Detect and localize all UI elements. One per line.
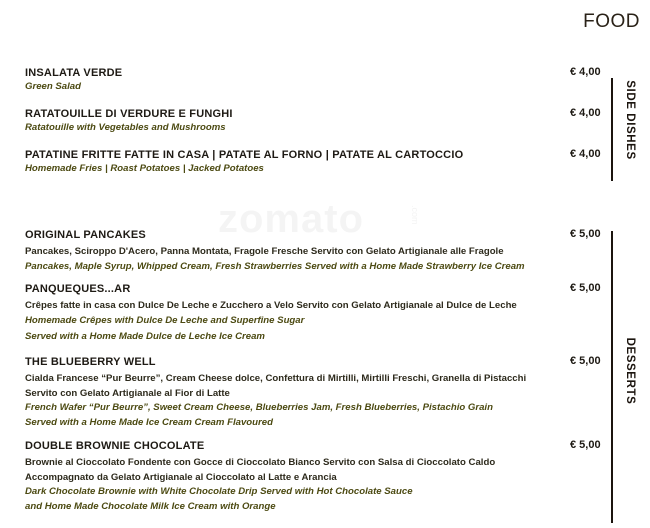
item-name: PATATINE FRITTE FATTE IN CASA | PATATE AL FORNO | PATATE AL CARTOCCIO	[25, 149, 464, 161]
menu-item	[25, 66, 615, 95]
item-description-en: Served with a Home Made Dulce de Leche Ice Cream	[25, 331, 265, 342]
item-price: € 5,00	[570, 228, 601, 240]
item-description-en: Dark Chocolate Brownie with White Chocolate Drip Served with Hot Chocolate Sauce	[25, 486, 413, 497]
menu-item	[25, 228, 615, 274]
item-description-it: Cialda Francese “Pur Beurre”, Cream Cheese dolce, Confettura di Mirtilli, Mirtilli Freschi, Granella di Pistacchi	[25, 373, 527, 384]
item-price: € 5,00	[570, 355, 601, 367]
item-description-it: Crêpes fatte in casa con Dulce De Leche e Zucchero a Velo Servito con Gelato Artigianale al Dulce de Leche	[25, 300, 517, 311]
item-description-en: Green Salad	[25, 81, 81, 92]
item-price: € 4,00	[570, 148, 601, 160]
item-name: PANQUEQUES...AR	[25, 283, 131, 295]
desserts-label: DESSERTS	[624, 337, 636, 405]
item-description-it: Pancakes, Sciroppo D'Acero, Panna Montata, Fragole Fresche Servito con Gelato Artigianale alle Fragole	[25, 246, 504, 257]
watermark-suffix: .com	[410, 205, 420, 225]
item-name: INSALATA VERDE	[25, 67, 123, 79]
side-dishes-label: SIDE DISHES	[624, 80, 636, 160]
item-description-en: French Wafer “Pur Beurre”, Sweet Cream Cheese, Blueberries Jam, Fresh Blueberries, Pistachio Grain	[25, 402, 493, 413]
item-description-en: Pancakes, Maple Syrup, Whipped Cream, Fresh Strawberries Served with a Home Made Strawberry Ice Cream	[25, 260, 525, 272]
item-description-en: and Home Made Chocolate Milk Ice Cream with Orange	[25, 500, 276, 512]
item-price: € 4,00	[570, 66, 601, 78]
item-price: € 5,00	[570, 282, 601, 294]
item-description-en: Homemade Crêpes with Dulce De Leche and Superfine Sugar	[25, 314, 305, 326]
menu-item	[25, 282, 615, 345]
item-price: € 4,00	[570, 107, 601, 119]
menu-item	[25, 439, 615, 514]
page-title: FOOD	[583, 11, 640, 32]
item-description-it: Brownie al Cioccolato Fondente con Gocce di Cioccolato Bianco Servito con Salsa di Cioccolato Caldo	[25, 457, 496, 468]
item-description-it: Accompagnato da Gelato Artigianale al Cioccolato al Latte e Arancia	[25, 471, 337, 483]
item-name: RATATOUILLE DI VERDURE E FUNGHI	[25, 108, 233, 120]
menu-item	[25, 148, 615, 177]
item-name: THE BLUEBERRY WELL	[25, 356, 156, 368]
item-name: ORIGINAL PANCAKES	[25, 229, 146, 241]
item-name: DOUBLE BROWNIE CHOCOLATE	[25, 440, 205, 452]
item-price: € 5,00	[570, 439, 601, 451]
item-description-it: Servito con Gelato Artigianale al Fior di Latte	[25, 387, 230, 399]
item-description-en: Served with a Home Made Ice Cream Cream Flavoured	[25, 416, 273, 428]
item-description-en: Homemade Fries | Roast Potatoes | Jacked Potatoes	[25, 163, 264, 174]
item-description-en: Ratatouille with Vegetables and Mushrooms	[25, 122, 226, 133]
menu-item	[25, 355, 615, 430]
menu-item	[25, 107, 615, 136]
